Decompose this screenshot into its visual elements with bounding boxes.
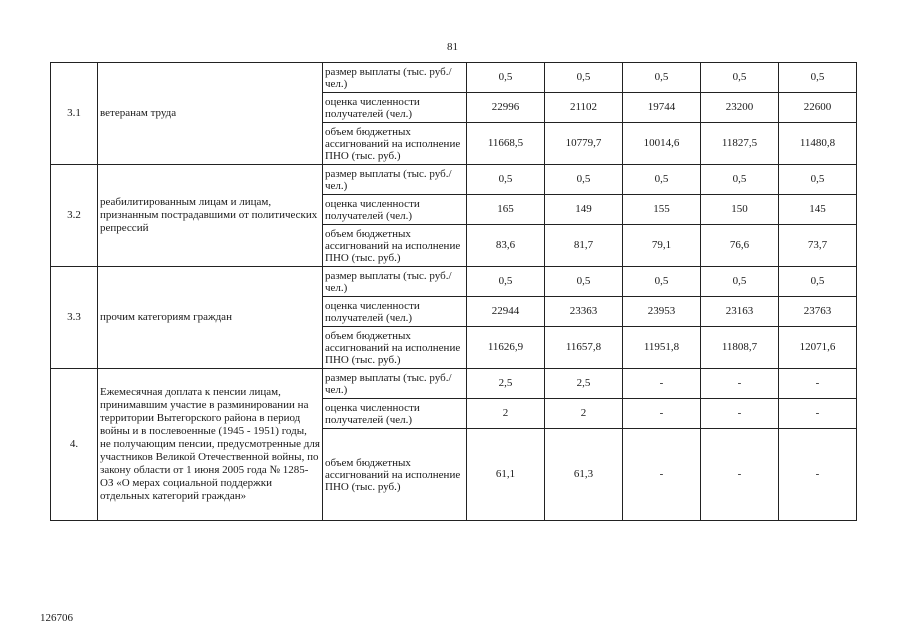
value-cell: 61,3 xyxy=(545,429,623,521)
value-cell: 0,5 xyxy=(701,267,779,297)
value-cell: 0,5 xyxy=(623,165,701,195)
row-number: 3.2 xyxy=(51,165,98,267)
value-cell: 23163 xyxy=(701,297,779,327)
category-cell: Ежемесячная доплата к пенсии лицам, принимавшим участие в разминировании на территории Вытегорского района в период войны и в послевоенные (1945 - 1951) годы, не получающим пенсии, предусмотренные для участников Великой Отечественной войны, по закону области от 1 июня 2005 года № 1285-ОЗ «О мерах социальной поддержки отдельных категорий граждан» xyxy=(98,369,323,521)
value-cell: - xyxy=(623,369,701,399)
table-row xyxy=(51,369,857,399)
category-cell: прочим категориям граждан xyxy=(98,267,323,369)
value-cell: 0,5 xyxy=(467,63,545,93)
value-cell: - xyxy=(623,429,701,521)
value-cell: 2 xyxy=(545,399,623,429)
indicator-label: объем бюджетных ассигнований на исполнение ПНО (тыс. руб.) xyxy=(323,225,467,267)
value-cell: 23953 xyxy=(623,297,701,327)
value-cell: 11626,9 xyxy=(467,327,545,369)
value-cell: 11657,8 xyxy=(545,327,623,369)
value-cell: 155 xyxy=(623,195,701,225)
value-cell: 22944 xyxy=(467,297,545,327)
value-cell: 0,5 xyxy=(779,63,857,93)
value-cell: 0,5 xyxy=(545,63,623,93)
value-cell: 150 xyxy=(701,195,779,225)
value-cell: 165 xyxy=(467,195,545,225)
value-cell: 0,5 xyxy=(545,267,623,297)
value-cell: 2,5 xyxy=(545,369,623,399)
table-row xyxy=(51,165,857,195)
table-row xyxy=(51,267,857,297)
indicator-label: размер выплаты (тыс. руб./чел.) xyxy=(323,369,467,399)
value-cell: 0,5 xyxy=(623,267,701,297)
value-cell: 76,6 xyxy=(701,225,779,267)
indicator-label: объем бюджетных ассигнований на исполнение ПНО (тыс. руб.) xyxy=(323,123,467,165)
page-number: 81 xyxy=(447,41,458,53)
value-cell: 11668,5 xyxy=(467,123,545,165)
value-cell: 0,5 xyxy=(623,63,701,93)
value-cell: 73,7 xyxy=(779,225,857,267)
value-cell: 145 xyxy=(779,195,857,225)
value-cell: 79,1 xyxy=(623,225,701,267)
table-row xyxy=(51,63,857,93)
table-body xyxy=(51,63,857,521)
value-cell: 10779,7 xyxy=(545,123,623,165)
value-cell: 2,5 xyxy=(467,369,545,399)
indicator-label: размер выплаты (тыс. руб./чел.) xyxy=(323,267,467,297)
value-cell: 11480,8 xyxy=(779,123,857,165)
value-cell: 2 xyxy=(467,399,545,429)
value-cell: 0,5 xyxy=(701,165,779,195)
value-cell: 11827,5 xyxy=(701,123,779,165)
value-cell: 12071,6 xyxy=(779,327,857,369)
value-cell: - xyxy=(779,369,857,399)
value-cell: 81,7 xyxy=(545,225,623,267)
budget-table xyxy=(50,62,857,521)
value-cell: 23200 xyxy=(701,93,779,123)
indicator-label: оценка численности получателей (чел.) xyxy=(323,399,467,429)
indicator-label: оценка численности получателей (чел.) xyxy=(323,195,467,225)
document-code: 126706 xyxy=(40,612,73,624)
indicator-label: объем бюджетных ассигнований на исполнение ПНО (тыс. руб.) xyxy=(323,327,467,369)
indicator-label: оценка численности получателей (чел.) xyxy=(323,93,467,123)
value-cell: 11951,8 xyxy=(623,327,701,369)
indicator-label: объем бюджетных ассигнований на исполнение ПНО (тыс. руб.) xyxy=(323,429,467,521)
category-cell: реабилитированным лицам и лицам, признанным пострадавшими от политических репрессий xyxy=(98,165,323,267)
value-cell: 10014,6 xyxy=(623,123,701,165)
value-cell: 0,5 xyxy=(779,165,857,195)
value-cell: 61,1 xyxy=(467,429,545,521)
category-cell: ветеранам труда xyxy=(98,63,323,165)
value-cell: - xyxy=(779,399,857,429)
value-cell: 22996 xyxy=(467,93,545,123)
value-cell: 0,5 xyxy=(467,267,545,297)
value-cell: 149 xyxy=(545,195,623,225)
value-cell: 21102 xyxy=(545,93,623,123)
value-cell: 0,5 xyxy=(701,63,779,93)
value-cell: 19744 xyxy=(623,93,701,123)
value-cell: 0,5 xyxy=(545,165,623,195)
value-cell: - xyxy=(701,429,779,521)
row-number: 4. xyxy=(51,369,98,521)
value-cell: 23763 xyxy=(779,297,857,327)
row-number: 3.1 xyxy=(51,63,98,165)
value-cell: - xyxy=(701,369,779,399)
value-cell: 83,6 xyxy=(467,225,545,267)
indicator-label: размер выплаты (тыс. руб./чел.) xyxy=(323,63,467,93)
value-cell: 23363 xyxy=(545,297,623,327)
indicator-label: размер выплаты (тыс. руб./чел.) xyxy=(323,165,467,195)
value-cell: - xyxy=(779,429,857,521)
value-cell: - xyxy=(701,399,779,429)
value-cell: 0,5 xyxy=(779,267,857,297)
value-cell: 0,5 xyxy=(467,165,545,195)
indicator-label: оценка численности получателей (чел.) xyxy=(323,297,467,327)
value-cell: 11808,7 xyxy=(701,327,779,369)
value-cell: 22600 xyxy=(779,93,857,123)
value-cell: - xyxy=(623,399,701,429)
row-number: 3.3 xyxy=(51,267,98,369)
